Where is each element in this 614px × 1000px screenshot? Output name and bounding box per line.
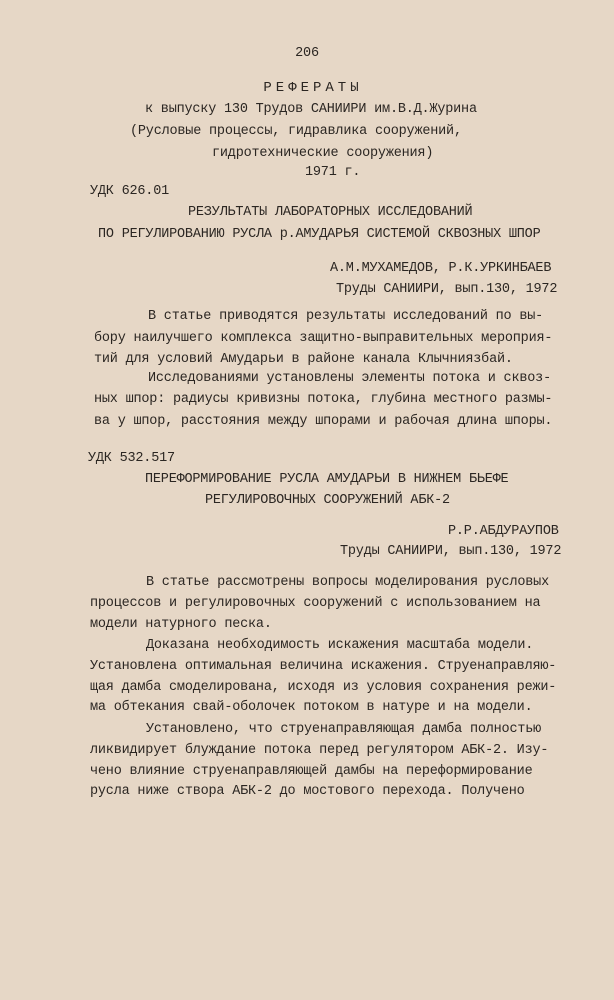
abstract-line: Установлено, что струенаправляющая дамба полностью — [146, 722, 542, 737]
abstract-line: Доказана необходимость искажения масштаба модели. — [146, 638, 534, 653]
abstract-line: процессов и регулировочных сооружений с использованием на — [90, 596, 541, 611]
abstract-line: ликвидирует блуждание потока перед регулятором АБК-2. Изу- — [90, 743, 549, 758]
article-source: Труды САНИИРИ, вып.130, 1972 — [336, 282, 558, 297]
abstract-line: Установлена оптимальная величина искажения. Струенаправляю- — [90, 659, 557, 674]
abstract-line: русла ниже створа АБК-2 до мостового перехода. Получено — [90, 784, 525, 799]
article-authors: Р.Р.АБДУРАУПОВ — [448, 524, 559, 539]
year: 1971 г. — [305, 165, 361, 180]
abstract-line: щая дамба смоделирована, исходя из условия сохранения режи- — [90, 680, 557, 695]
abstract-line: ма обтекания свай-оболочек потоком в натуре и на модели. — [90, 700, 533, 715]
article-title-line-1: ПЕРЕФОРМИРОВАНИЕ РУСЛА АМУДАРЬИ В НИЖНЕМ БЬЕФЕ — [145, 472, 509, 487]
article-title-line-1: РЕЗУЛЬТАТЫ ЛАБОРАТОРНЫХ ИССЛЕДОВАНИЙ — [188, 205, 473, 220]
section-title: РЕФЕРАТЫ — [263, 80, 363, 96]
abstract-line: ва у шпор, расстояния между шпорами и рабочая длина шпоры. — [94, 414, 553, 429]
article-source: Труды САНИИРИ, вып.130, 1972 — [340, 544, 562, 559]
article-title-line-2: РЕГУЛИРОВОЧНЫХ СООРУЖЕНИЙ АБК-2 — [205, 493, 450, 508]
udk-code: УДК 532.517 — [88, 451, 175, 466]
abstract-line: бору наилучшего комплекса защитно-выправительных мероприя- — [94, 331, 553, 346]
abstract-line: В статье приводятся результаты исследований по вы- — [148, 309, 544, 324]
subtitle-line-1: к выпуску 130 Трудов САНИИРИ им.В.Д.Журина — [145, 102, 477, 117]
udk-code: УДК 626.01 — [90, 184, 170, 199]
abstract-line: тий для условий Амударьи в районе канала Клычниязбай. — [94, 352, 513, 367]
page-number: 206 — [295, 46, 319, 61]
article-authors: А.М.МУХАМЕДОВ, Р.К.УРКИНБАЕВ — [330, 261, 552, 276]
article-title-line-2: ПО РЕГУЛИРОВАНИЮ РУСЛА р.АМУДАРЬЯ СИСТЕМОЙ СКВОЗНЫХ ШПОР — [98, 227, 541, 242]
abstract-line: ных шпор: радиусы кривизны потока, глубина местного размы- — [94, 392, 553, 407]
abstract-line: модели натурного песка. — [90, 617, 272, 632]
subtitle-line-2: (Русловые процессы, гидравлика сооружений, — [130, 124, 462, 139]
abstract-line: чено влияние струенаправляющей дамбы на переформирование — [90, 764, 533, 779]
abstract-line: В статье рассмотрены вопросы моделирования русловых — [146, 575, 549, 590]
subtitle-line-3: гидротехнические сооружения) — [212, 146, 434, 161]
abstract-line: Исследованиями установлены элементы потока и сквоз- — [148, 371, 551, 386]
